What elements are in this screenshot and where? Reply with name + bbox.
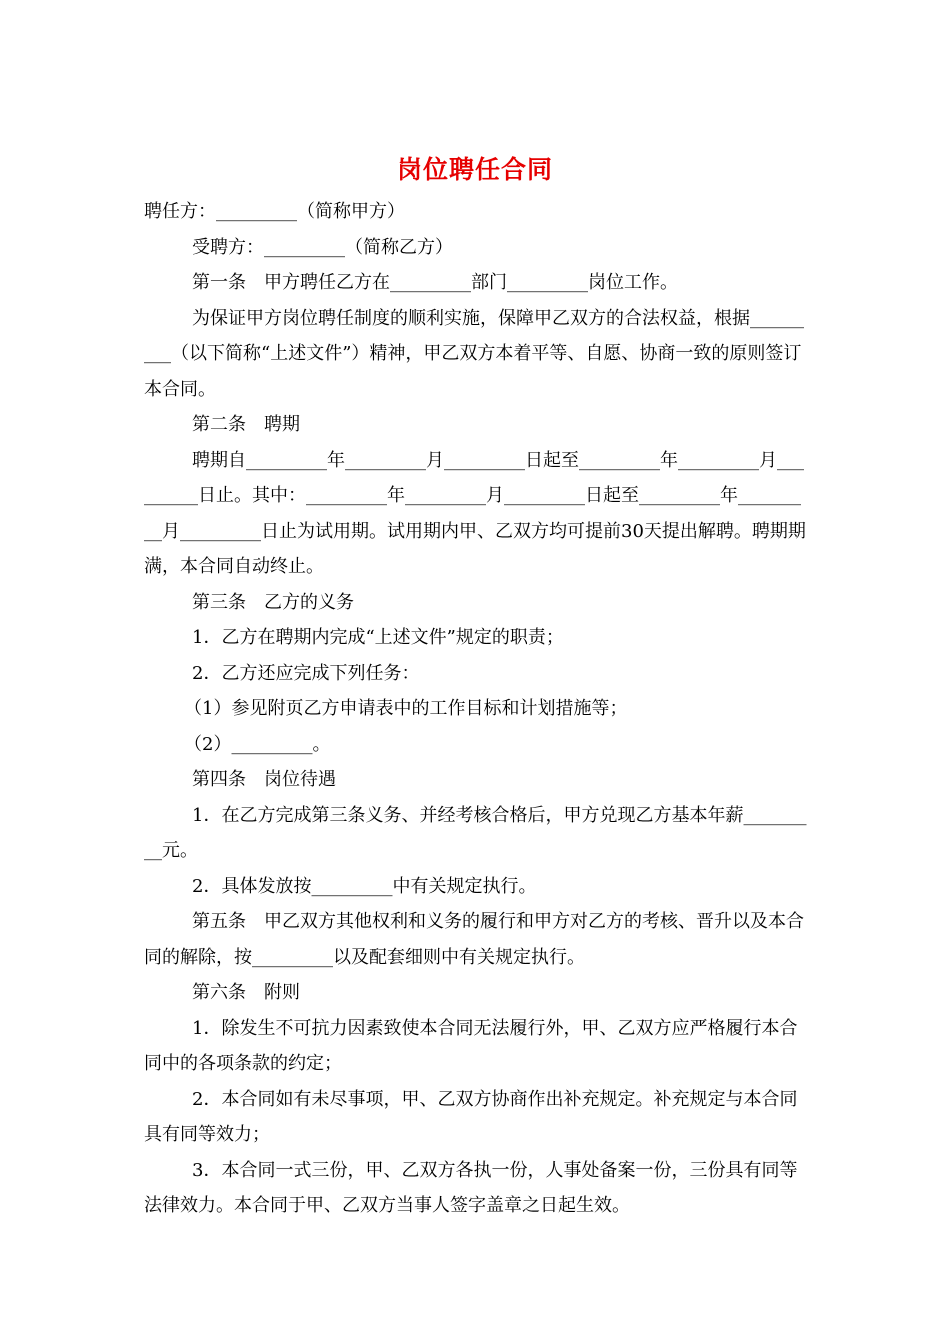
- article-6-item-1: 1．除发生不可抗力因素致使本合同无法履行外，甲、乙双方应严格履行本合同中的各项条款的约定；: [144, 1017, 798, 1074]
- article-3-item-2: 2．乙方还应完成下列任务：: [192, 662, 420, 684]
- document-title: 岗位聘任合同: [396, 155, 553, 184]
- article-1: 第一条 甲方聘任乙方在_________部门_________岗位工作。: [192, 272, 678, 293]
- article-4-heading: 第四条 岗位待遇: [192, 769, 336, 790]
- paragraph-employer: 聘任方：_________（简称甲方）: [144, 201, 405, 222]
- article-2-heading: 第二条 聘期: [192, 414, 300, 435]
- article-3-item-1: 1．乙方在聘期内完成“上述文件”规定的职责；: [192, 627, 564, 648]
- article-3-heading: 第三条 乙方的义务: [192, 591, 354, 613]
- article-6-item-3: 3．本合同一式三份，甲、乙双方各执一份，人事处备案一份，三份具有同等法律效力。本合同于甲、乙双方当事人签字盖章之日起生效。: [144, 1159, 798, 1216]
- article-3-subitem-2: （2）_________。: [184, 733, 331, 755]
- document-body: [144, 194, 808, 1224]
- article-4-item-1: 1．在乙方完成第三条义务、并经考核合格后，甲方兑现乙方基本年薪_________元。: [144, 804, 807, 861]
- paragraph-purpose: 为保证甲方岗位聘任制度的顺利实施，保障甲乙双方的合法权益，根据_________（以下简称“上述文件”）精神，甲乙双方本着平等、自愿、协商一致的原则签订本合同。: [144, 307, 804, 400]
- article-6-item-2: 2．本合同如有未尽事项，甲、乙双方协商作出补充规定。补充规定与本合同具有同等效力；: [144, 1088, 798, 1145]
- article-4-item-2: 2．具体发放按_________中有关规定执行。: [192, 875, 537, 897]
- paragraph-employee: 受聘方：_________（简称乙方）: [192, 236, 453, 258]
- article-3-subitem-1: （1）参见附页乙方申请表中的工作目标和计划措施等；: [184, 698, 628, 719]
- article-5: 第五条 甲乙双方其他权利和义务的履行和甲方对乙方的考核、晋升以及本合同的解除，按_________以及配套细则中有关规定执行。: [144, 911, 804, 968]
- paragraph-term: 聘期自_________年_________月_________日起至_________年_________月_________日止。其中：_________年_________月_________日起至_________年_________月_________日止为试用期。试用期内甲、乙双方均可提前30天提出解聘。聘期期满，本合同自动终止。: [144, 449, 806, 577]
- article-6-heading: 第六条 附则: [192, 982, 300, 1003]
